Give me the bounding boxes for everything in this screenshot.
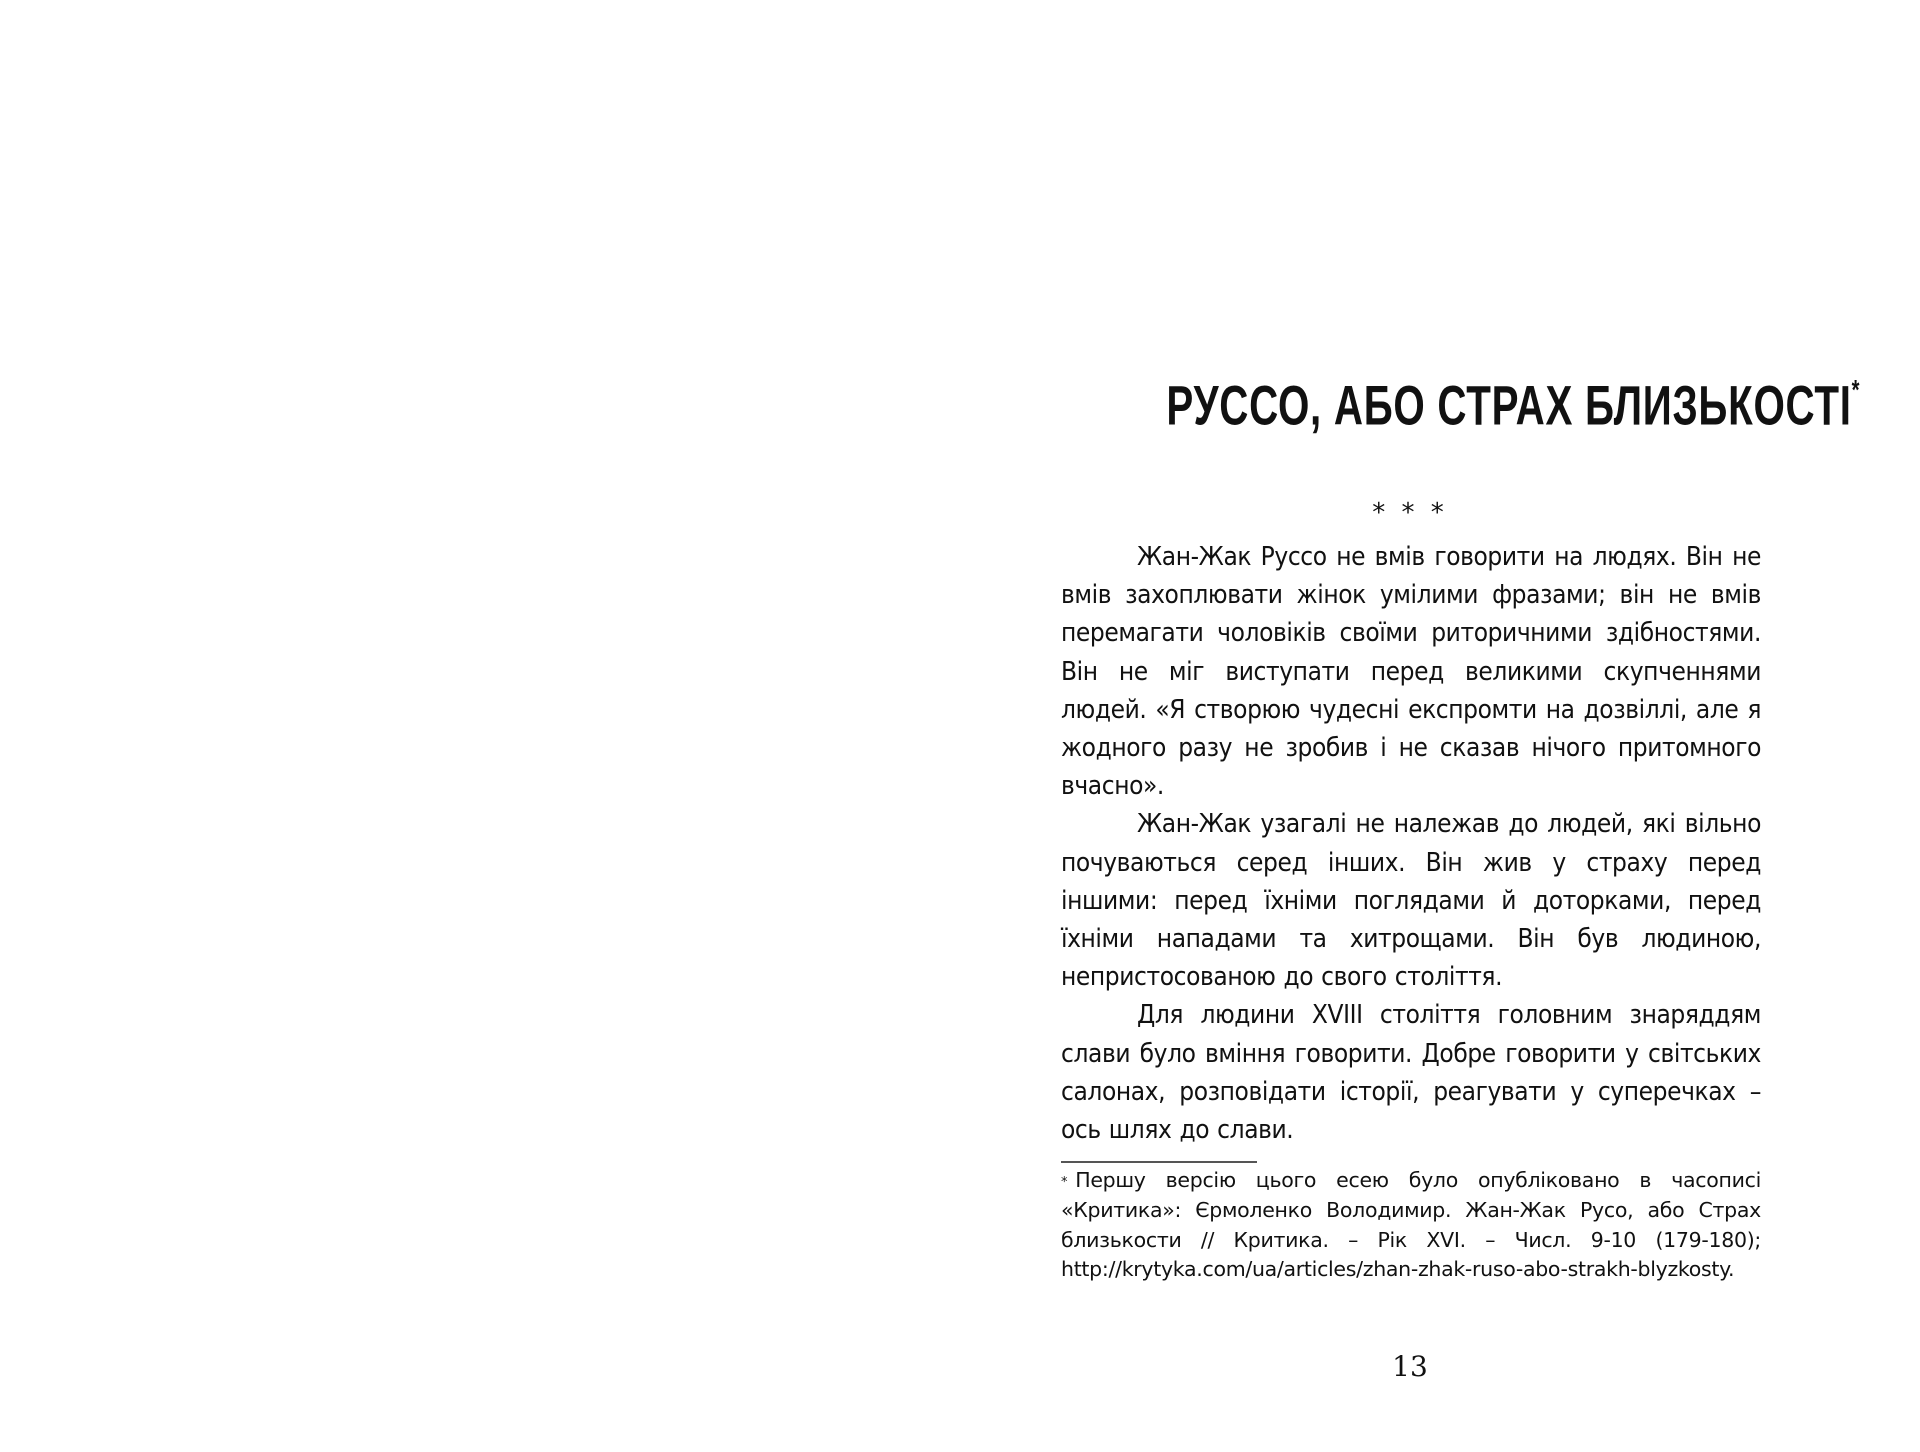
section-break: * * * (1372, 498, 1448, 528)
footnote-divider (1061, 1161, 1257, 1163)
chapter-title (1166, 360, 1861, 442)
footnote-text: Першу версію цього есею було опубліковано в часописі «Критика»: Єрмоленко Володимир. Жан-Жак Русо, або Страх близькости // Критика. – Рік XVI. – Числ. 9-10 (179-180); http://krytyka.com/ua/articles/zhan-zhak-ruso-abo-strakh-blyzkosty. (1061, 1168, 1761, 1282)
footnote (1061, 1166, 1761, 1285)
page-number: 13 (1392, 1350, 1428, 1383)
paragraph-3: Для людини XVIII століття головним знаряддям слави було вміння говорити. Добре говорити у світських салонах, розповідати історії, реагувати у суперечках – ось шлях до слави. (1061, 1000, 1761, 1146)
paragraph-2: Жан-Жак узагалі не належав до людей, які вільно почуваються серед інших. Він жив у страху перед іншими: перед їхніми поглядами й доторками, перед їхніми нападами та хитрощами. Він був людиною, непристосованою до свого століття. (1061, 809, 1761, 993)
chapter-title-text: РУССО, АБО СТРАХ БЛИЗЬКОСТІ (1166, 373, 1852, 437)
paragraph-1: Жан-Жак Руссо не вмів говорити на людях. Він не вмів захоплювати жінок умілими фразами; він не вмів перемагати чоловіків своїми риторичними здібностями. Він не міг виступати перед великими скупченнями людей. «Я створюю чудесні експромти на дозвіллі, але я жодного разу не зробив і не сказав нічого притомного вчасно». (1061, 542, 1761, 802)
body-text (1061, 538, 1761, 1149)
footnote-mark: * (1061, 1175, 1068, 1190)
chapter-title-note-mark: * (1851, 374, 1861, 405)
